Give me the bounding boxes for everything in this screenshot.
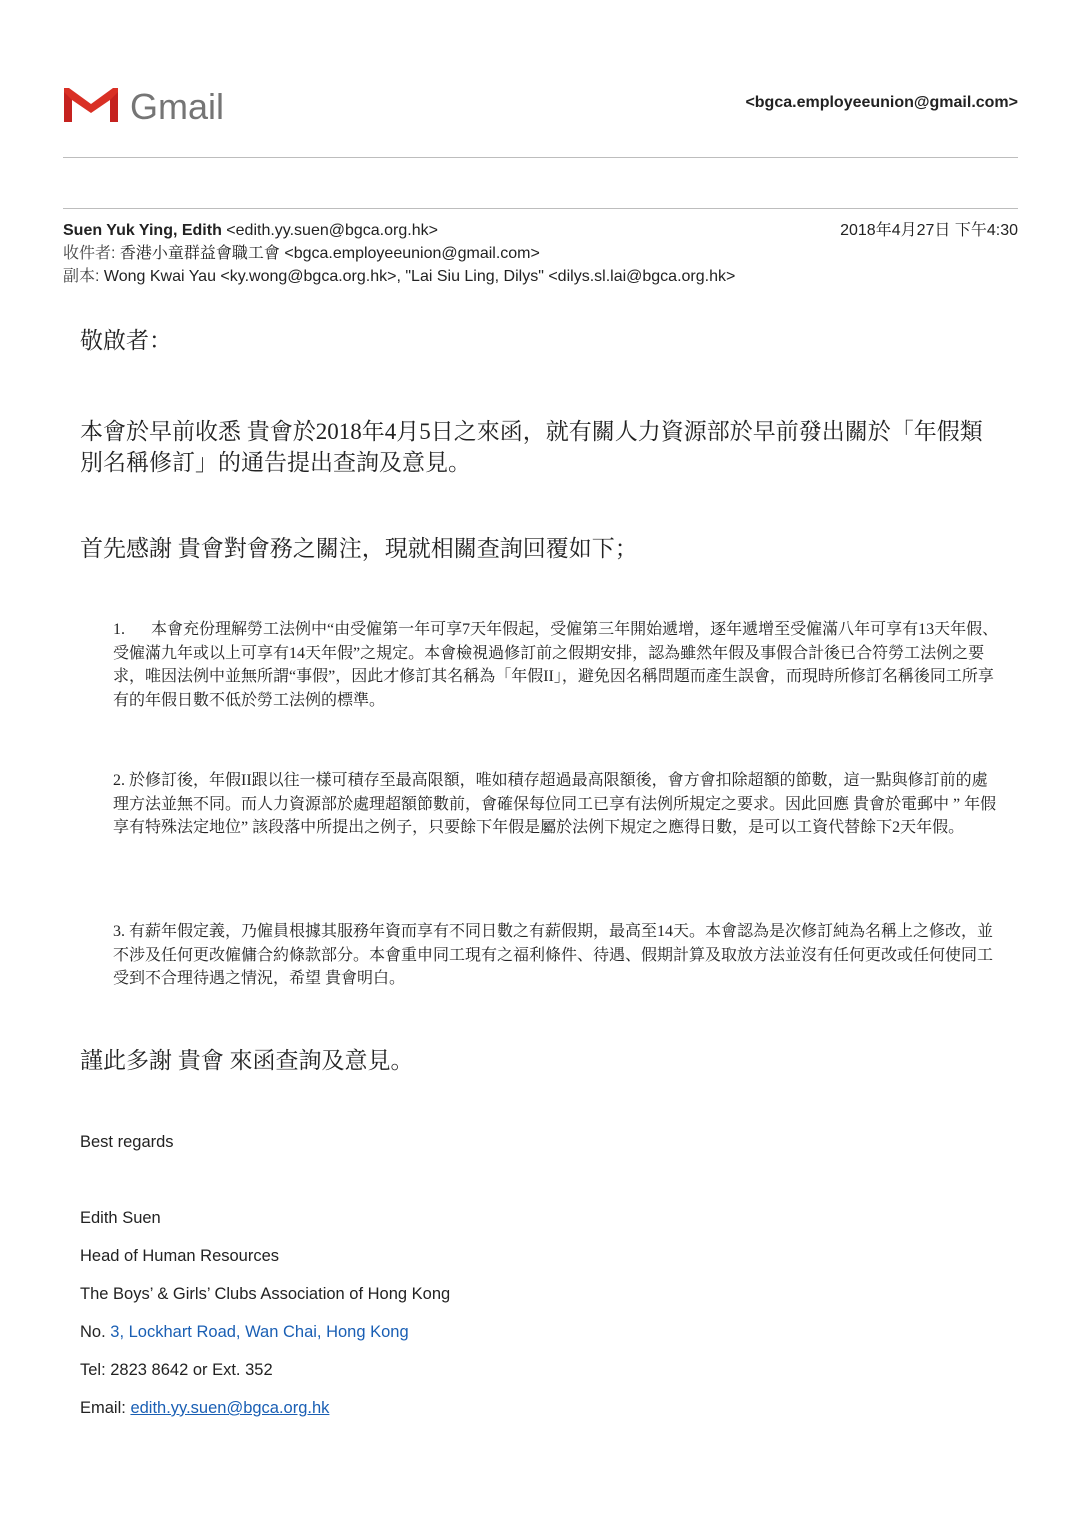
svg-text:Gmail: Gmail	[130, 86, 225, 127]
closing-line: 謹此多謝 貴會 來函查詢及意見。	[80, 1048, 414, 1073]
to-label: 收件者:	[63, 245, 116, 262]
signature-name: Edith Suen	[80, 1209, 161, 1227]
divider	[63, 208, 1018, 209]
signature-org: The Boys’ & Girls’ Clubs Association of Hong Kong	[80, 1285, 451, 1303]
body-paragraph-2: 首先感謝 貴會對會務之關注，現就相關查詢回覆如下；	[80, 536, 638, 561]
reply-item-2: 2. 於修訂後，年假II跟以往一樣可積存至最高限額，唯如積存超過最高限額後，會方會扣除超額的節數，這一點與修訂前的處理方法並無不同。而人力資源部於處理超額節數前，會確保每位同工已享有法例所規定之要求。因此回應 貴會於電郵中 ” 年假享有特殊法定地位” 該段落中所提出之例子，只要餘下年假是屬於法例下規定之應得日數，是可以工資代替餘下2天年假。	[113, 772, 997, 836]
signature-email	[80, 1399, 329, 1418]
reply-item-3: 3. 有薪年假定義，乃僱員根據其服務年資而享有不同日數之有薪假期，最高至14天。本會認為是次修訂純為名稱上之修改，並不涉及任何更改僱傭合約條款部分。本會重申同工現有之福利條件、待遇、假期計算及取放方法並沒有任何更改或任何使同工受到不合理待遇之情況，希望 貴會明白。	[113, 923, 994, 987]
sender-email: <edith.yy.suen@bgca.org.hk>	[226, 222, 438, 239]
address-link[interactable]: 3, Lockhart Road, Wan Chai, Hong Kong	[110, 1323, 409, 1341]
item-text: 本會充份理解勞工法例中“由受僱第一年可享7天年假起，受僱第三年開始遞增，逐年遞增至受僱滿八年可享有13天年假、受僱滿九年或以上可享有14天年假”之規定。本會檢視過修訂前之假期安排，認為雖然年假及事假合計後已合符勞工法例之要求，唯因法例中並無所謂“事假”，因此才修訂其名稱為「年假II」，避免因名稱問題而產生誤會，而現時所修訂名稱後同工所享有的年假日數不低於勞工法例的標準。	[113, 621, 999, 709]
signature-address	[80, 1323, 409, 1342]
email-label: Email:	[80, 1399, 131, 1417]
item-number: 1.	[113, 621, 125, 638]
cc-value: Wong Kwai Yau <ky.wong@bgca.org.hk>, "Lai Siu Ling, Dilys" <dilys.sl.lai@bgca.org.hk>	[103, 268, 736, 285]
message-header	[63, 219, 1018, 288]
reply-item-1	[113, 618, 1003, 712]
to-value: 香港小童群益會職工會 <bgca.employeeunion@gmail.com>	[119, 245, 540, 262]
salutation: 敬啟者：	[80, 328, 172, 353]
cc-line	[63, 265, 1018, 288]
signature-title: Head of Human Resources	[80, 1247, 280, 1265]
sender-name: Suen Yuk Ying, Edith	[63, 222, 222, 239]
account-email: <bgca.employeeunion@gmail.com>	[745, 94, 1018, 111]
email-link[interactable]: edith.yy.suen@bgca.org.hk	[130, 1399, 330, 1417]
signoff: Best regards	[80, 1133, 174, 1151]
gmail-logo	[62, 82, 237, 128]
body-paragraph-1: 本會於早前收悉 貴會於2018年4月5日之來函，就有關人力資源部於早前發出關於「年假類別名稱修訂」的通告提出查詢及意見。	[80, 419, 983, 475]
cc-label: 副本:	[63, 268, 100, 285]
divider	[63, 157, 1018, 158]
timestamp: 2018年4月27日 下午4:30	[840, 222, 1018, 239]
gmail-m-icon	[62, 82, 237, 128]
to-line	[63, 242, 1018, 265]
address-prefix: No.	[80, 1323, 111, 1341]
signature-tel: Tel: 2823 8642 or Ext. 352	[80, 1361, 273, 1379]
